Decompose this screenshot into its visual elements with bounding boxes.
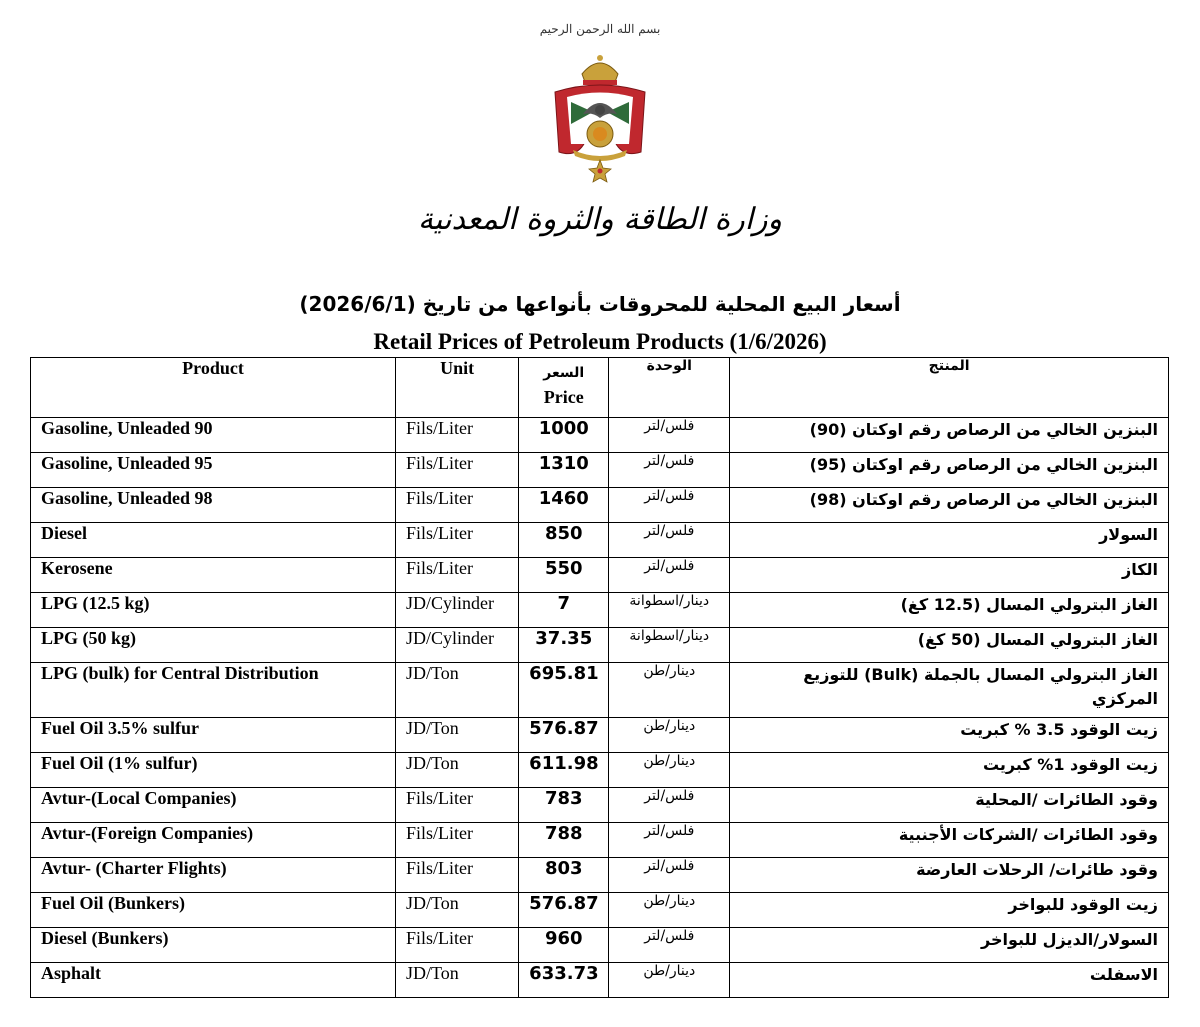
product-cell: Asphalt bbox=[31, 963, 396, 998]
price-cell: 576.87 bbox=[519, 893, 609, 928]
table-row bbox=[31, 788, 1169, 823]
unit-cell: Fils/Liter bbox=[396, 823, 519, 858]
table-row bbox=[31, 558, 1169, 593]
unit-cell: JD/Ton bbox=[396, 963, 519, 998]
col-header-price bbox=[519, 358, 609, 418]
product-ar-cell: زيت الوقود للبواخر bbox=[730, 893, 1169, 928]
unit-ar-cell: دينار/طن bbox=[609, 893, 730, 928]
table-row bbox=[31, 453, 1169, 488]
price-cell: 960 bbox=[519, 928, 609, 963]
product-cell: LPG (50 kg) bbox=[31, 628, 396, 663]
price-cell: 1460 bbox=[519, 488, 609, 523]
unit-cell: Fils/Liter bbox=[396, 928, 519, 963]
unit-cell: JD/Ton bbox=[396, 753, 519, 788]
price-cell: 783 bbox=[519, 788, 609, 823]
table-row bbox=[31, 523, 1169, 558]
table-row bbox=[31, 418, 1169, 453]
unit-cell: Fils/Liter bbox=[396, 788, 519, 823]
product-ar-cell: الكاز bbox=[730, 558, 1169, 593]
unit-ar-cell: دينار/طن bbox=[609, 963, 730, 998]
unit-ar-cell: فلس/لتر bbox=[609, 523, 730, 558]
product-ar-cell: زيت الوقود 1% كبريت bbox=[730, 753, 1169, 788]
price-cell: 37.35 bbox=[519, 628, 609, 663]
product-cell: Fuel Oil (Bunkers) bbox=[31, 893, 396, 928]
table-row bbox=[31, 823, 1169, 858]
unit-ar-cell: فلس/لتر bbox=[609, 418, 730, 453]
unit-ar-cell: دينار/اسطوانة bbox=[609, 628, 730, 663]
table-row bbox=[31, 628, 1169, 663]
price-cell: 1000 bbox=[519, 418, 609, 453]
unit-cell: Fils/Liter bbox=[396, 558, 519, 593]
table-body bbox=[31, 418, 1169, 998]
unit-cell: JD/Ton bbox=[396, 663, 519, 718]
col-header-price-en: Price bbox=[543, 387, 584, 407]
col-header-unit: Unit bbox=[396, 358, 519, 418]
unit-cell: Fils/Liter bbox=[396, 453, 519, 488]
product-ar-cell: البنزين الخالي من الرصاص رقم اوكتان (90) bbox=[730, 418, 1169, 453]
col-header-unit-ar: الوحدة bbox=[609, 358, 730, 418]
basmala: بسم الله الرحمن الرحيم bbox=[539, 22, 661, 36]
unit-ar-cell: دينار/طن bbox=[609, 753, 730, 788]
product-cell: Gasoline, Unleaded 98 bbox=[31, 488, 396, 523]
unit-ar-cell: فلس/لتر bbox=[609, 823, 730, 858]
prices-table bbox=[30, 357, 1169, 998]
product-ar-cell: الاسفلت bbox=[730, 963, 1169, 998]
table-row bbox=[31, 718, 1169, 753]
ministry-name: وزارة الطاقة والثروة المعدنية bbox=[417, 202, 783, 237]
table-row bbox=[31, 663, 1169, 718]
table-row bbox=[31, 858, 1169, 893]
price-cell: 611.98 bbox=[519, 753, 609, 788]
product-cell: LPG (12.5 kg) bbox=[31, 593, 396, 628]
title-english: Retail Prices of Petroleum Products (1/6/2026) bbox=[373, 329, 827, 354]
unit-cell: Fils/Liter bbox=[396, 858, 519, 893]
product-ar-cell: البنزين الخالي من الرصاص رقم اوكتان (95) bbox=[730, 453, 1169, 488]
product-cell: Diesel (Bunkers) bbox=[31, 928, 396, 963]
col-header-product: Product bbox=[31, 358, 396, 418]
royal-emblem-icon bbox=[537, 52, 663, 184]
unit-ar-cell: دينار/طن bbox=[609, 718, 730, 753]
table-header-row bbox=[31, 358, 1169, 418]
price-cell: 803 bbox=[519, 858, 609, 893]
product-cell: Gasoline, Unleaded 95 bbox=[31, 453, 396, 488]
product-ar-cell: وقود الطائرات /المحلية bbox=[730, 788, 1169, 823]
col-header-product-ar: المنتج bbox=[730, 358, 1169, 418]
unit-ar-cell: دينار/طن bbox=[609, 663, 730, 718]
table-row bbox=[31, 893, 1169, 928]
document-header bbox=[0, 0, 1200, 290]
unit-ar-cell: فلس/لتر bbox=[609, 788, 730, 823]
price-cell: 1310 bbox=[519, 453, 609, 488]
price-cell: 633.73 bbox=[519, 963, 609, 998]
product-ar-cell: الغاز البترولي المسال بالجملة (Bulk) للتوزيع المركزي bbox=[730, 663, 1169, 718]
unit-ar-cell: فلس/لتر bbox=[609, 453, 730, 488]
unit-cell: Fils/Liter bbox=[396, 418, 519, 453]
unit-ar-cell: فلس/لتر bbox=[609, 558, 730, 593]
product-cell: Fuel Oil 3.5% sulfur bbox=[31, 718, 396, 753]
product-cell: Fuel Oil (1% sulfur) bbox=[31, 753, 396, 788]
unit-cell: JD/Ton bbox=[396, 893, 519, 928]
product-cell: Gasoline, Unleaded 90 bbox=[31, 418, 396, 453]
product-cell: Diesel bbox=[31, 523, 396, 558]
product-cell: Avtur-(Foreign Companies) bbox=[31, 823, 396, 858]
product-ar-cell: السولار bbox=[730, 523, 1169, 558]
product-ar-cell: وقود طائرات/ الرحلات العارضة bbox=[730, 858, 1169, 893]
product-ar-cell: الغاز البترولي المسال (12.5 كغ) bbox=[730, 593, 1169, 628]
unit-ar-cell: فلس/لتر bbox=[609, 488, 730, 523]
unit-cell: JD/Cylinder bbox=[396, 593, 519, 628]
price-cell: 695.81 bbox=[519, 663, 609, 718]
product-cell: LPG (bulk) for Central Distribution bbox=[31, 663, 396, 718]
unit-cell: JD/Ton bbox=[396, 718, 519, 753]
price-cell: 850 bbox=[519, 523, 609, 558]
price-cell: 550 bbox=[519, 558, 609, 593]
table-row bbox=[31, 593, 1169, 628]
product-ar-cell: الغاز البترولي المسال (50 كغ) bbox=[730, 628, 1169, 663]
unit-ar-cell: فلس/لتر bbox=[609, 928, 730, 963]
table-row bbox=[31, 488, 1169, 523]
product-ar-cell: البنزين الخالي من الرصاص رقم اوكتان (98) bbox=[730, 488, 1169, 523]
product-ar-cell: السولار/الديزل للبواخر bbox=[730, 928, 1169, 963]
product-cell: Avtur- (Charter Flights) bbox=[31, 858, 396, 893]
product-ar-cell: وقود الطائرات /الشركات الأجنبية bbox=[730, 823, 1169, 858]
product-cell: Kerosene bbox=[31, 558, 396, 593]
price-cell: 788 bbox=[519, 823, 609, 858]
unit-cell: Fils/Liter bbox=[396, 488, 519, 523]
product-ar-cell: زيت الوقود 3.5 % كبريت bbox=[730, 718, 1169, 753]
title-arabic: أسعار البيع المحلية للمحروقات بأنواعها من تاريخ (2026/6/1) bbox=[299, 292, 901, 316]
table-row bbox=[31, 928, 1169, 963]
unit-ar-cell: دينار/اسطوانة bbox=[609, 593, 730, 628]
table-row bbox=[31, 963, 1169, 998]
product-cell: Avtur-(Local Companies) bbox=[31, 788, 396, 823]
unit-cell: Fils/Liter bbox=[396, 523, 519, 558]
table-row bbox=[31, 753, 1169, 788]
price-cell: 7 bbox=[519, 593, 609, 628]
unit-ar-cell: فلس/لتر bbox=[609, 858, 730, 893]
col-header-price-ar: السعر bbox=[543, 365, 585, 381]
unit-cell: JD/Cylinder bbox=[396, 628, 519, 663]
price-cell: 576.87 bbox=[519, 718, 609, 753]
